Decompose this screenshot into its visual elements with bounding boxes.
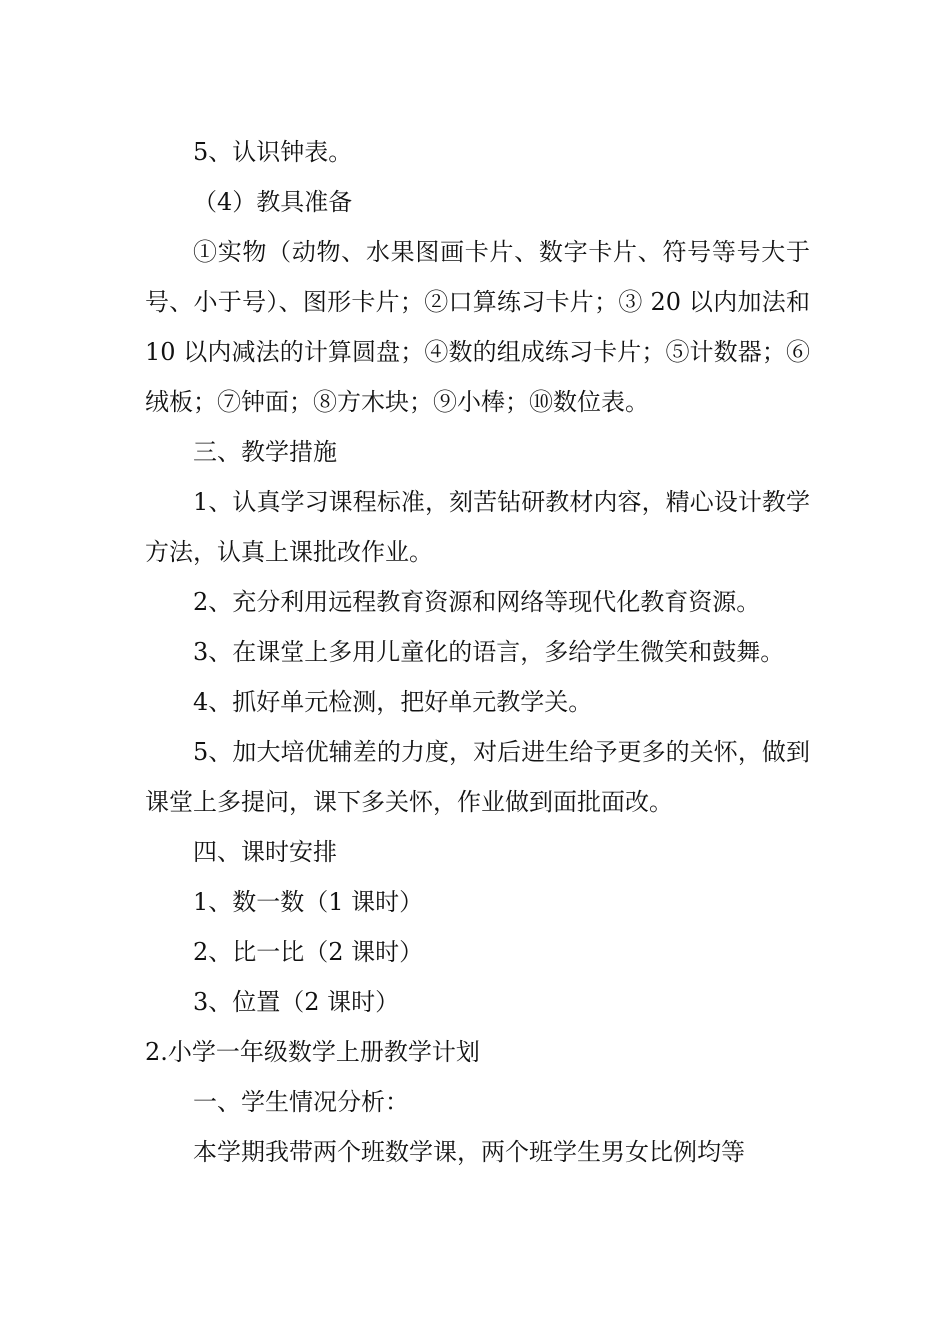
- paragraph-schedule-3: 3、位置（2 课时）: [193, 988, 400, 1016]
- document-body: [145, 127, 810, 1177]
- paragraph-schedule-1: 1、数一数（1 课时）: [193, 888, 424, 916]
- section-title: 2.小学一年级数学上册教学计划: [145, 1038, 480, 1066]
- paragraph-heading-student-analysis: 一、学生情况分析：: [193, 1088, 409, 1116]
- paragraph-measure-1: 1、认真学习课程标准，刻苦钻研教材内容，精心设计教学方法，认真上课批改作业。: [145, 488, 810, 566]
- paragraph-student-analysis: 本学期我带两个班数学课，两个班学生男女比例均等: [193, 1138, 745, 1166]
- paragraph-heading-teaching-measures: 三、教学措施: [193, 438, 337, 466]
- paragraph-schedule-2: 2、比一比（2 课时）: [193, 938, 424, 966]
- paragraph-heading-schedule: 四、课时安排: [193, 838, 337, 866]
- paragraph-item-clock: 5、认识钟表。: [193, 138, 353, 166]
- paragraph-measure-4: 4、抓好单元检测，把好单元教学关。: [193, 688, 593, 716]
- paragraph-teaching-aids-list: ①实物（动物、水果图画卡片、数字卡片、符号等号大于号、小于号）、图形卡片；②口算练习卡片；③ 20 以内加法和 10 以内减法的计算圆盘；④数的组成练习卡片；⑤计数器；⑥绒板；⑦钟面；⑧方木块；⑨小棒；⑩数位表。: [145, 238, 810, 416]
- paragraph-measure-5: 5、加大培优辅差的力度，对后进生给予更多的关怀，做到课堂上多提问，课下多关怀，作业做到面批面改。: [145, 738, 810, 816]
- paragraph-measure-2: 2、充分利用远程教育资源和网络等现代化教育资源。: [193, 588, 761, 616]
- paragraph-measure-3: 3、在课堂上多用儿童化的语言，多给学生微笑和鼓舞。: [193, 638, 785, 666]
- paragraph-heading-teaching-aids: （4）教具准备: [193, 188, 353, 216]
